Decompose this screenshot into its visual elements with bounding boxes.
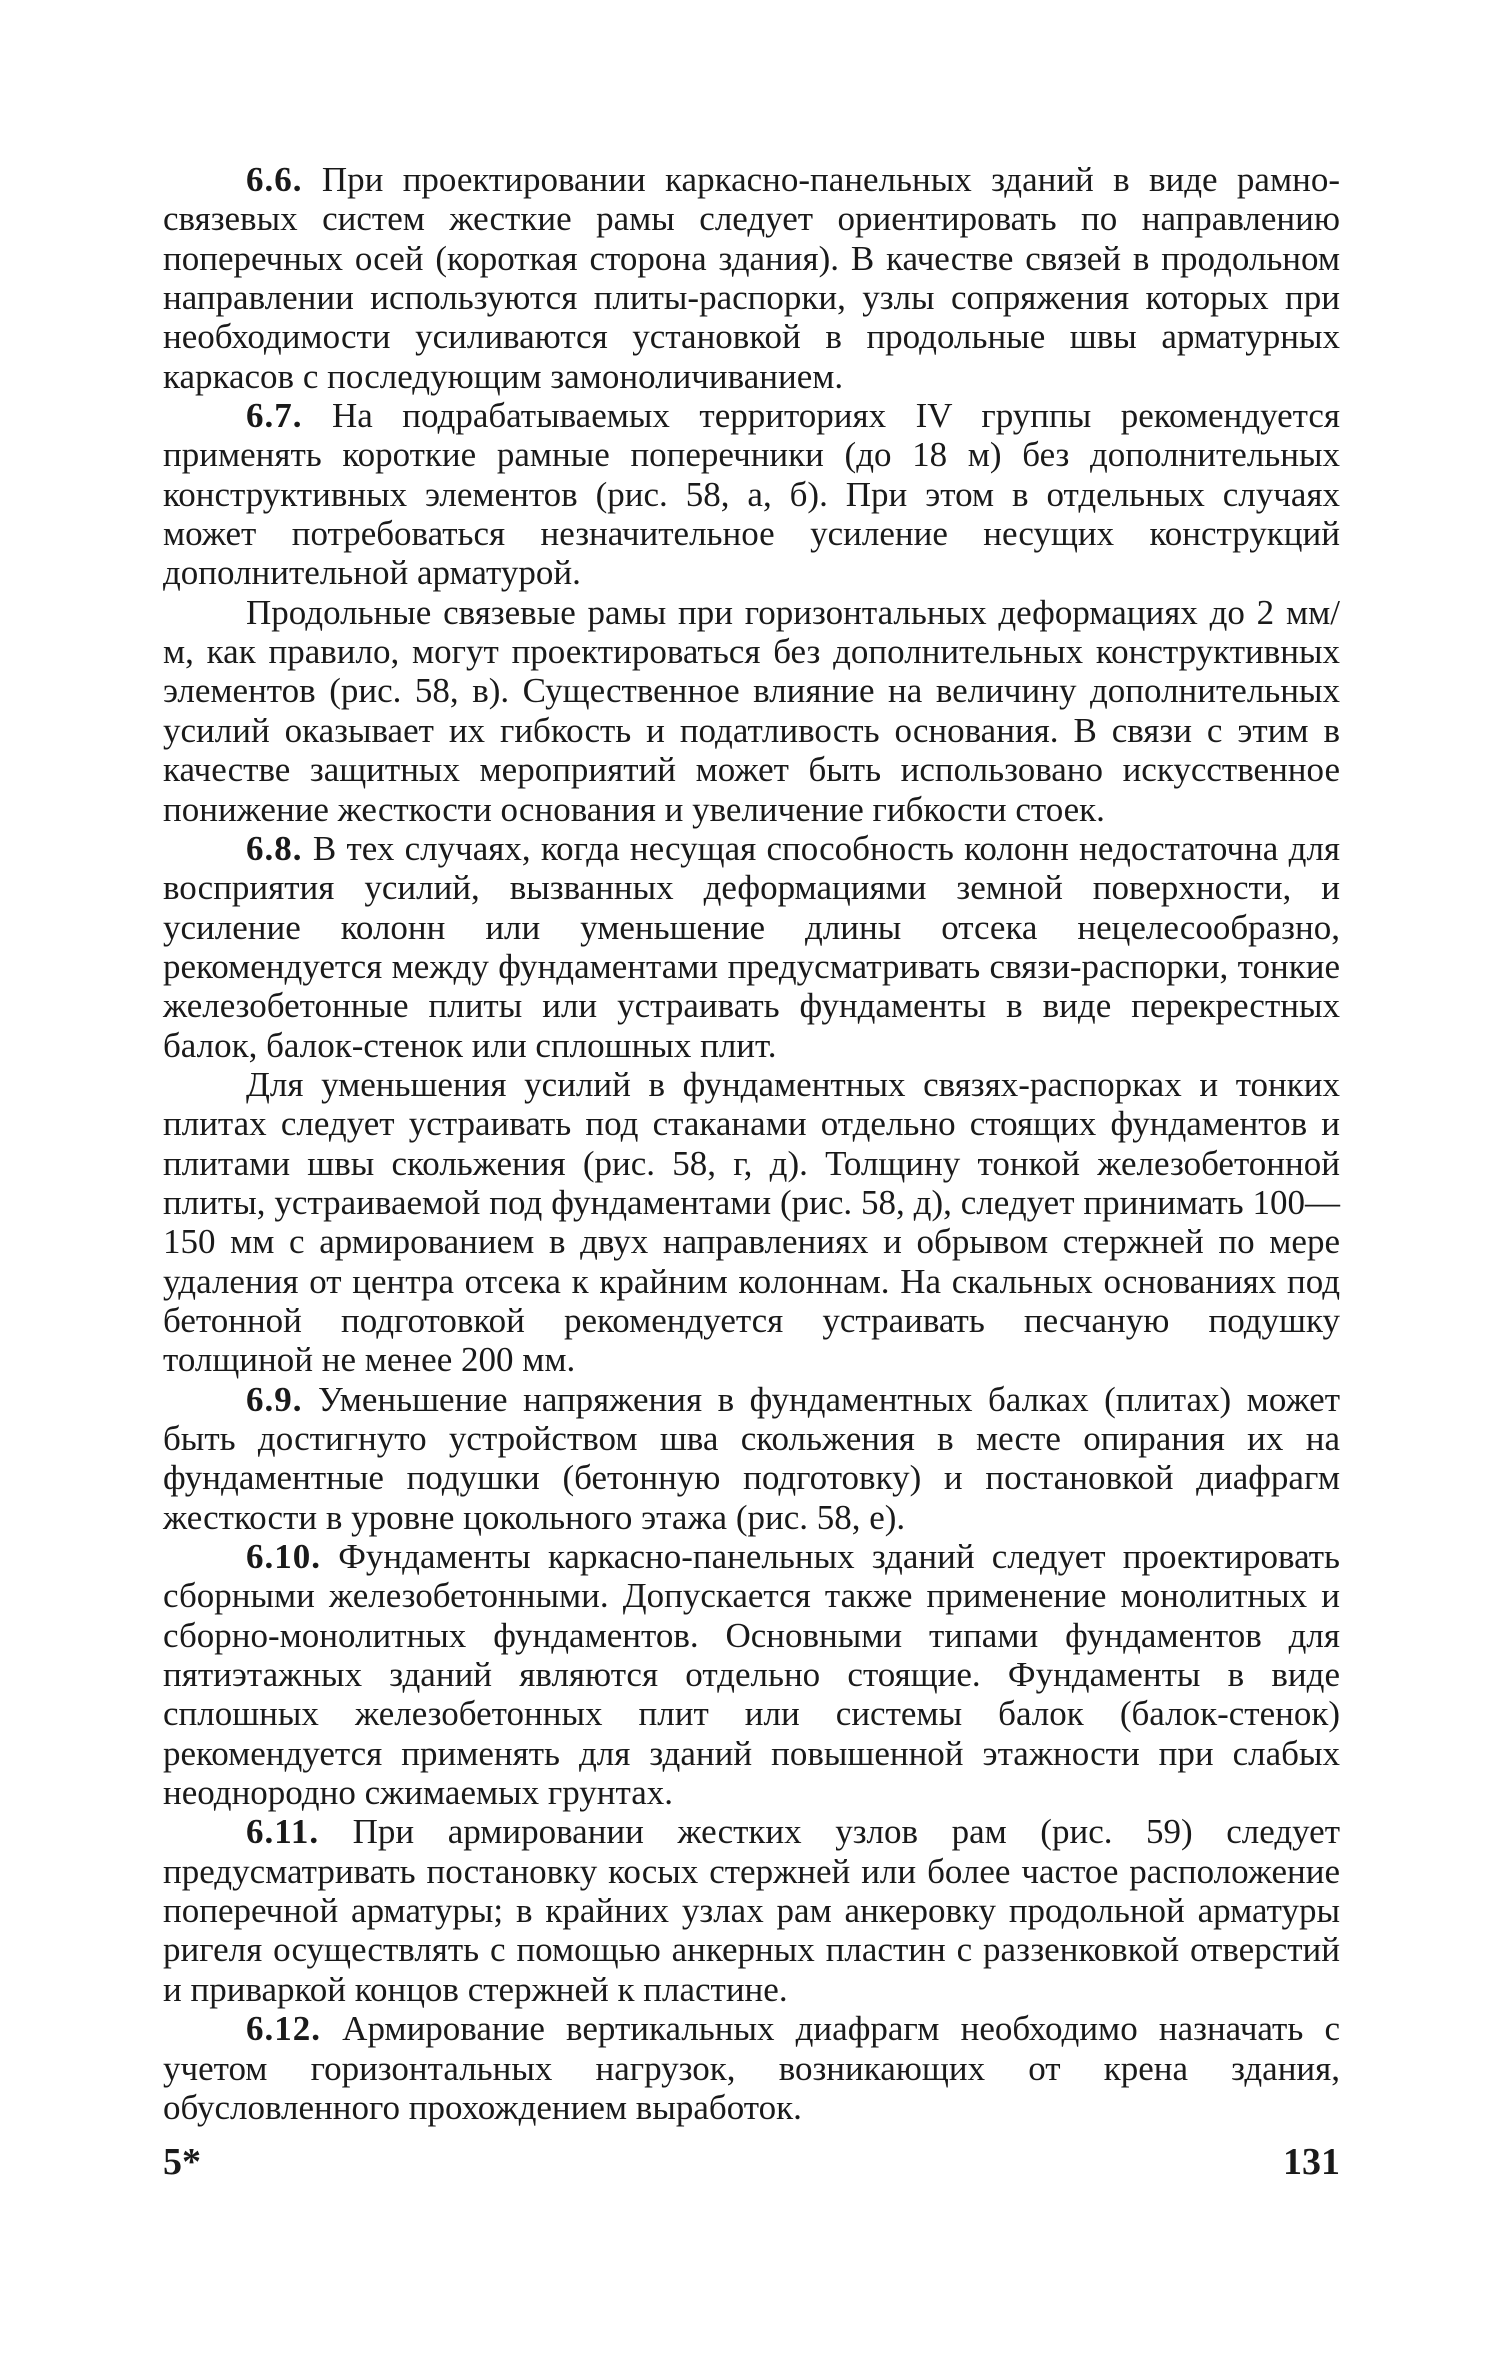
paragraph-6-8 (163, 829, 1340, 1065)
clause-number: 6.7. (246, 396, 303, 436)
paragraph-text: При проектировании каркасно-панельных зданий в виде рамно-связевых систем жесткие рамы следует ориентировать по направлению поперечных осей (короткая сторона здания). В качестве связей в продольном направлении используются плиты-распорки, узлы сопряжения которых при необходимости усиливаются установкой в продольные швы арматурных каркасов с последующим замоноличиванием. (163, 160, 1341, 396)
paragraph-6-12 (163, 2009, 1340, 2127)
paragraph-6-7 (163, 396, 1340, 593)
paragraph-text: В тех случаях, когда несущая способность колонн недостаточна для восприятия усилий, вызванных деформациями земной поверхности, и усиление колонн или уменьшение длины отсека нецелесообразно, рекомендуется между фундаментами предусматривать связи-распорки, тонкие железобетонные плиты или устраивать фундаменты в виде перекрестных балок, балок-стенок или сплошных плит. (163, 828, 1341, 1065)
paragraph-text: Фундаменты каркасно-панельных зданий следует проектировать сборными железобетонными. Допускается также применение монолитных и сборно-монолитных фундаментов. Основными типами фундаментов для пятиэтажных зданий являются отдельно стоящие. Фундаменты в виде сплошных железобетонных плит или системы балок (балок-стенок) рекомендуется применять для зданий повышенной этажности при слабых неоднородно сжимаемых грунтах. (163, 1537, 1341, 1813)
paragraph-6-8-continued (163, 1065, 1340, 1380)
paragraph-6-9 (163, 1380, 1340, 1537)
paragraph-6-10 (163, 1537, 1340, 1812)
paragraph-6-11 (163, 1812, 1340, 2009)
clause-number: 6.10. (246, 1537, 321, 1577)
paragraph-6-7-continued (163, 593, 1340, 829)
paragraph-text: Уменьшение напряжения в фундаментных балках (плитах) может быть достигнуто устройством шва скольжения в месте опирания их на фундаментные подушки (бетонную подготовку) и постановкой диафрагм жесткости в уровне цокольного этажа (рис. 58, е). (163, 1379, 1340, 1537)
body-text (163, 160, 1340, 2127)
clause-number: 6.8. (246, 828, 303, 868)
paragraph-text: При армировании жестких узлов рам (рис. 59) следует предусматривать постановку косых стержней или более частое расположение поперечной арматуры; в крайних узлах рам анкеровку продольной арматуры ригеля осуществлять с помощью анкерных пластин с раззенковкой отверстий и приваркой концов стержней к пластине. (163, 1812, 1340, 2009)
clause-number: 6.6. (246, 160, 303, 199)
paragraph-text: На подрабатываемых территориях IV группы рекомендуется применять короткие рамные поперечники (до 18 м) без дополнительных конструктивных элементов (рис. 58, а, б). При этом в отдельных случаях может потребоваться незначительное усиление несущих конструкций дополнительной арматурой. (163, 396, 1341, 593)
clause-number: 6.12. (246, 2009, 321, 2049)
paragraph-text: Армирование вертикальных диафрагм необходимо назначать с учетом горизонтальных нагрузок, возникающих от крена здания, обусловленного прохождением выработок. (163, 2009, 1341, 2127)
page-number: 131 (1283, 2141, 1340, 2183)
signature-mark: 5* (163, 2141, 201, 2183)
paragraph-text: Продольные связевые рамы при горизонтальных деформациях до 2 мм/м, как правило, могут проектироваться без дополнительных конструктивных элементов (рис. 58, в). Существенное влияние на величину дополнительных усилий оказывает их гибкость и податливость основания. В связи с этим в качестве защитных мероприятий может быть использовано искусственное понижение жесткости основания и увеличение гибкости стоек. (163, 592, 1340, 829)
page-footer (163, 2140, 1340, 2190)
clause-number: 6.11. (246, 1812, 320, 1852)
paragraph-6-6 (163, 160, 1340, 396)
paragraph-text: Для уменьшения усилий в фундаментных связях-распорках и тонких плитах следует устраивать под стаканами отдельно стоящих фундаментов и плитами швы скольжения (рис. 58, г, д). Толщину тонкой железобетонной плиты, устраиваемой под фундаментами (рис. 58, д), следует принимать 100—150 мм с армированием в двух направлениях и обрывом стержней по мере удаления от центра отсека к крайним колоннам. На скальных основаниях под бетонной подготовкой рекомендуется устраивать песчаную подушку толщиной не менее 200 мм. (163, 1064, 1340, 1380)
clause-number: 6.9. (246, 1379, 303, 1419)
